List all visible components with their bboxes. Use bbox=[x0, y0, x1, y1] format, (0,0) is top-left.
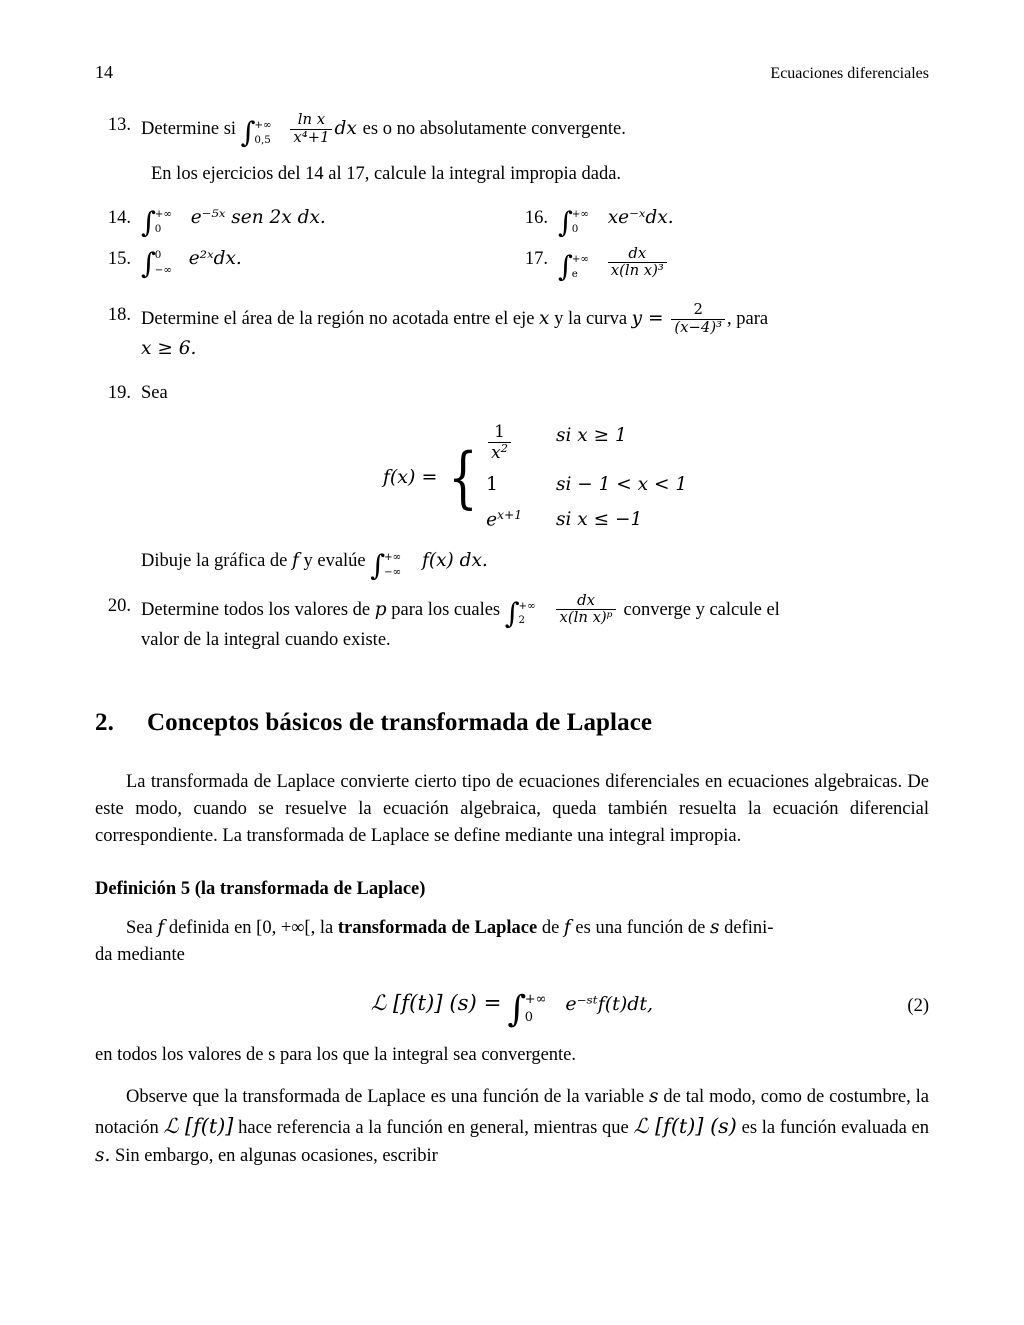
case-1-condition: si x ≥ 1 bbox=[555, 424, 627, 446]
exercise-19-tail-f: f bbox=[292, 550, 299, 572]
integral-lower-limit: 0,5 bbox=[254, 133, 271, 146]
piecewise-function bbox=[442, 423, 687, 535]
integrand-fraction bbox=[556, 593, 615, 627]
integral-lower-limit: 2 bbox=[518, 614, 526, 627]
integral-sign-icon: ∫ +∞ 0 bbox=[507, 987, 547, 1030]
definition-text-2: definida en [0, +∞[, la bbox=[168, 917, 334, 938]
exercise-19-tail bbox=[141, 547, 929, 582]
section-paragraph-2 bbox=[95, 1083, 929, 1170]
case-2-condition: si − 1 < x < 1 bbox=[555, 473, 688, 495]
exercise-18-text-a: Determine el área de la región no acotada entre el eje bbox=[141, 308, 535, 329]
exercise-14-number: 14. bbox=[107, 208, 131, 229]
integral-sign-icon: ∫ 0 −∞ bbox=[141, 245, 172, 280]
exercise-15-integrand: e²ˣdx. bbox=[188, 247, 242, 269]
p2-text-a: Observe que la transformada de Laplace es una función de la variable bbox=[126, 1086, 645, 1107]
exercise-18-line2: x ≥ 6. bbox=[141, 338, 197, 360]
integral-sign-icon: ∫ +∞ 2 bbox=[504, 596, 536, 631]
section-title: Conceptos básicos de transformada de Laplace bbox=[147, 709, 653, 737]
exercise-row-15-17 bbox=[95, 244, 929, 284]
exercise-18-number: 18. bbox=[107, 305, 131, 326]
integral-upper-limit: +∞ bbox=[384, 551, 402, 564]
exercise-15 bbox=[95, 246, 512, 280]
equation-2-lhs: ℒ [f(t)] (s) = bbox=[370, 990, 502, 1016]
page-header bbox=[95, 62, 929, 83]
exercise-16-integrand: xe⁻ˣdx. bbox=[607, 207, 674, 229]
integrand-denominator: x(ln x)ᵖ bbox=[556, 609, 615, 627]
exercise-18-equation bbox=[631, 301, 727, 336]
definition-text-3: de bbox=[541, 917, 560, 938]
p2-math-2: ℒ [f(t)] (s) bbox=[633, 1113, 737, 1138]
exercise-16-number: 16. bbox=[524, 208, 548, 229]
after-equation-text: en todos los valores de s para los que la integral sea convergente. bbox=[95, 1044, 577, 1065]
exercise-18-text-b: y la curva bbox=[554, 308, 628, 329]
p2-text-b: de tal modo, como de costumbre, la notación bbox=[95, 1086, 929, 1138]
exercise-19-tail-integrand: f(x) dx. bbox=[422, 550, 488, 572]
integral-lower-limit: 0 bbox=[154, 223, 162, 236]
definition-text-1: Sea bbox=[126, 917, 153, 938]
definition-paragraph-line2: da mediante bbox=[95, 944, 185, 965]
definition-text-4: es una función de bbox=[575, 917, 706, 938]
integral-upper-limit: +∞ bbox=[524, 991, 547, 1007]
exercise-19-lead: Sea bbox=[141, 383, 168, 404]
definition-heading: Definición 5 (la transformada de Laplace) bbox=[95, 878, 426, 899]
exercise-13-text-after: es o no absolutamente convergente. bbox=[362, 118, 626, 139]
exercise-19-tail-b: y evalúe bbox=[303, 551, 366, 572]
running-title: Ecuaciones diferenciales bbox=[770, 65, 929, 82]
exercise-13 bbox=[95, 111, 929, 150]
exercise-19-number: 19. bbox=[107, 383, 131, 404]
integral-upper-limit: +∞ bbox=[254, 118, 272, 131]
integral-upper-limit: +∞ bbox=[518, 599, 536, 612]
exercise-13-integral bbox=[240, 111, 363, 150]
section-paragraph-1: La transformada de Laplace convierte cierto tipo de ecuaciones diferenciales en ecuaciones algebraicas. De este modo, cuando se resuelve la ecuación algebraica, queda también resuelta la ecuación diferencial correspondiente. La transformada de Laplace se define mediante una integral impropia. bbox=[95, 771, 929, 846]
exercise-20-text-c: converge y calcule el bbox=[623, 599, 780, 620]
exercise-19-body bbox=[141, 380, 929, 582]
integral-sign-icon: ∫ +∞ 0 bbox=[558, 204, 589, 239]
definition-paragraph bbox=[95, 914, 929, 942]
exercise-18-fraction bbox=[671, 302, 725, 336]
exercise-20-line2: valor de la integral cuando existe. bbox=[141, 629, 391, 650]
exercise-18-y-label: y = bbox=[631, 307, 664, 329]
exercise-20-integral bbox=[504, 591, 624, 631]
integral-lower-limit: −∞ bbox=[384, 565, 402, 578]
exercise-20-var-p: p bbox=[374, 598, 387, 620]
exercise-18-fraction-numerator: 2 bbox=[693, 301, 703, 319]
piecewise-cases bbox=[486, 423, 687, 535]
definition-bold-term: transformada de Laplace bbox=[337, 917, 538, 938]
case-3-condition: si x ≤ −1 bbox=[555, 509, 643, 531]
integrand-fraction bbox=[608, 246, 667, 280]
exercise-15-body bbox=[141, 245, 512, 280]
exercise-18-fraction-denominator: (x−4)³ bbox=[671, 319, 725, 337]
exercise-note: En los ejercicios del 14 al 17, calcule la integral impropia dada. bbox=[151, 164, 622, 185]
integral-lower-limit: 0 bbox=[571, 223, 579, 236]
exercise-14-integrand: e⁻⁵ˣ sen 2x dx. bbox=[190, 207, 326, 229]
equation-2 bbox=[95, 987, 929, 1030]
exercise-20 bbox=[95, 593, 929, 653]
exercise-17-body bbox=[558, 244, 929, 284]
integral-sign-icon: ∫ +∞ 0,5 bbox=[240, 115, 272, 150]
exercise-18-var-x: x bbox=[539, 307, 550, 329]
integral-upper-limit: +∞ bbox=[154, 208, 172, 221]
exercise-19 bbox=[95, 380, 929, 582]
exercise-18 bbox=[95, 302, 929, 362]
exercise-16 bbox=[512, 204, 929, 239]
case-1-fraction bbox=[488, 423, 511, 463]
integrand-numerator: dx bbox=[628, 244, 647, 262]
definition-f-1: f bbox=[157, 916, 165, 938]
definition-text-5: defini- bbox=[724, 917, 774, 938]
exercise-17 bbox=[512, 244, 929, 284]
integral-sign-icon: ∫ +∞ −∞ bbox=[370, 547, 402, 582]
exercise-14-body bbox=[141, 204, 512, 239]
p2-var-s-1: s bbox=[648, 1085, 659, 1107]
page-content bbox=[95, 112, 929, 1170]
exercise-19-piecewise-display bbox=[141, 423, 929, 535]
p2-text-d: es la función evaluada en bbox=[741, 1117, 929, 1138]
integral-upper-limit: +∞ bbox=[571, 208, 589, 221]
integrand-numerator: ln x bbox=[297, 111, 326, 128]
exercise-18-body bbox=[141, 302, 929, 362]
exercise-20-number: 20. bbox=[107, 595, 131, 616]
integral-upper-limit: 0 bbox=[154, 248, 162, 261]
exercise-20-body bbox=[141, 593, 929, 653]
exercise-20-line1 bbox=[141, 591, 929, 631]
case-1-value bbox=[486, 423, 522, 463]
p2-var-s-2: s. bbox=[95, 1144, 111, 1166]
equation-2-integrand: e⁻ˢᵗf(t)dt, bbox=[565, 992, 654, 1015]
exercise-row-14-16 bbox=[95, 204, 929, 239]
integral-lower-limit: −∞ bbox=[154, 263, 172, 276]
section-heading bbox=[95, 705, 929, 741]
integral-upper-limit: +∞ bbox=[571, 252, 589, 265]
exercise-13-text-before: Determine si bbox=[141, 118, 237, 139]
exercise-13-body bbox=[141, 111, 929, 150]
definition-s: s bbox=[710, 916, 720, 938]
case-1-denominator: $x^2$ bbox=[488, 442, 511, 463]
integrand-denominator: x(ln x)³ bbox=[608, 262, 667, 280]
page-number: 14 bbox=[95, 62, 113, 82]
exercise-20-text-a: Determine todos los valores de bbox=[141, 599, 371, 620]
case-1-numerator: 1 bbox=[494, 421, 505, 442]
integral-sign-icon: ∫ +∞ 0 bbox=[141, 204, 172, 239]
exercise-14 bbox=[95, 204, 512, 239]
exercise-20-text-b: para los cuales bbox=[391, 599, 501, 620]
p2-text-c: hace referencia a la función en general, mientras que bbox=[238, 1117, 629, 1138]
integrand-numerator: dx bbox=[577, 591, 595, 609]
left-brace-icon: { bbox=[448, 439, 478, 517]
exercise-19-tail-integral bbox=[370, 547, 488, 582]
integral-sign-icon: ∫ +∞ e bbox=[558, 249, 589, 284]
integrand-fraction bbox=[290, 112, 332, 146]
equation-2-tag: (2) bbox=[907, 996, 929, 1017]
exercise-13-number: 13. bbox=[107, 115, 131, 135]
equation-2-content bbox=[370, 987, 654, 1030]
case-2-value: 1 bbox=[486, 473, 498, 495]
exercise-15-number: 15. bbox=[107, 248, 131, 269]
exercise-18-text-c: , para bbox=[727, 308, 769, 329]
integral-lower-limit: 0 bbox=[524, 1010, 534, 1026]
exercise-17-number: 17. bbox=[524, 248, 548, 269]
exercise-19-fx-label: f(x) = bbox=[382, 465, 438, 488]
exercise-16-body bbox=[558, 204, 929, 239]
exercise-19-tail-a: Dibuje la gráfica de bbox=[141, 551, 288, 572]
case-3-value: $e^{x+1}$ bbox=[486, 508, 522, 531]
exercise-18-line1 bbox=[141, 302, 929, 336]
integrand-denominator: x⁴+1 bbox=[290, 129, 332, 147]
definition-f-2: f bbox=[563, 916, 571, 938]
integral-lower-limit: e bbox=[571, 267, 578, 280]
p2-text-e: Sin embargo, en algunas ocasiones, escribir bbox=[115, 1145, 438, 1166]
section-number: 2. bbox=[95, 709, 114, 737]
differential: dx bbox=[334, 117, 357, 139]
p2-math-1: ℒ [f(t)] bbox=[163, 1113, 234, 1138]
